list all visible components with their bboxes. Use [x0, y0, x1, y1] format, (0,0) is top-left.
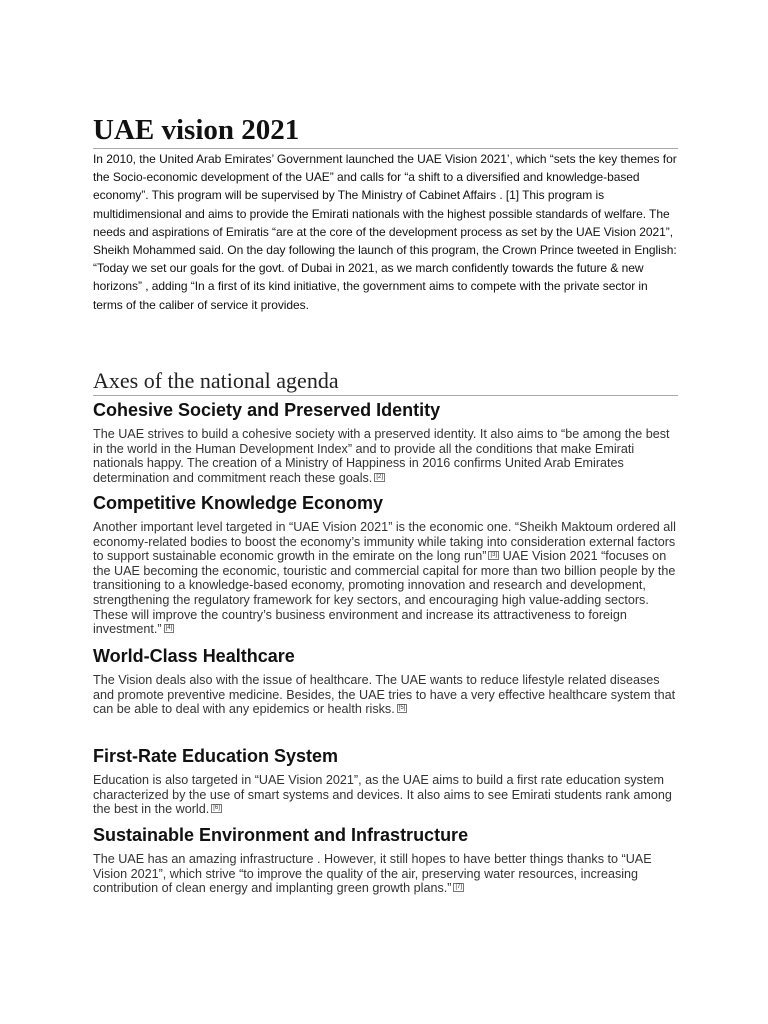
section-title: Sustainable Environment and Infrastructure	[93, 825, 469, 845]
section-cohesive-society	[93, 399, 679, 485]
section-title: Competitive Knowledge Economy	[93, 493, 384, 513]
body-text: Education is also targeted in “UAE Vision 2021”, as the UAE aims to build a first rate education system characterized by the use of smart systems and devices. It also aims to see Emirati students rank among the best in the world.	[93, 773, 672, 817]
section-education	[93, 745, 679, 817]
reference-link[interactable]: [3]	[490, 552, 498, 559]
section-heading-axes: Axes of the national agenda	[93, 367, 678, 396]
section-body	[93, 773, 679, 817]
section-healthcare	[93, 645, 679, 717]
reference-link[interactable]: [6]	[213, 805, 220, 812]
reference-link[interactable]: [5]	[398, 705, 406, 712]
section-body	[93, 673, 679, 717]
reference-link[interactable]: [7]	[455, 884, 463, 891]
section-body	[93, 852, 679, 896]
body-text: The Vision deals also with the issue of healthcare. The UAE wants to reduce lifestyle related diseases and promote preventive medicine. Besides, the UAE tries to have a very effective healthcare system that can be able to deal with any epidemics or health risks.	[93, 673, 676, 717]
section-title: Cohesive Society and Preserved Identity	[93, 400, 441, 420]
page-title: UAE vision 2021	[93, 113, 678, 149]
intro-paragraph: In 2010, the United Arab Emirates’ Government launched the UAE Vision 2021’, which “sets the key themes for the Socio-economic development of the UAE” and calls for “a shift to a diversified and knowledge-based economy”. This program will be supervised by The Ministry of Cabinet Affairs . [1] This program is multidimensional and aims to provide the Emirati nationals with the highest possible standards of welfare. The needs and aspirations of Emiratis “are at the core of the development process as set by the UAE Vision 2021”, Sheikh Mohammed said. On the day following the launch of this program, the Crown Prince tweeted in English: “Today we set our goals for the govt. of Dubai in 2021, as we march confidently towards the future & new horizons” , adding “In a first of its kind initiative, the government aims to compete with the private sector in terms of the caliber of service it provides.	[93, 152, 677, 312]
body-text: UAE Vision 2021 “focuses on the UAE becoming the economic, touristic and commercial capital for more than two billion people by the transitioning to a knowledge-based economy, promoting innovation and research and development, strengthening the regulatory framework for key sectors, and encouraging high value-adding sectors. These will improve the country’s business environment and increase its attractiveness to foreign investment.”	[93, 549, 676, 637]
body-text: Another important level targeted in “UAE Vision 2021” is the economic one. “Sheikh Maktoum ordered all economy-related bodies to boost the economy’s immunity while taking into consideration external factors to support sustainable economic growth in the emirate on the long run”	[93, 520, 676, 564]
section-body	[93, 520, 679, 637]
section-title: World-Class Healthcare	[93, 646, 295, 666]
reference-link[interactable]: [4]	[165, 625, 173, 632]
section-title: First-Rate Education System	[93, 746, 339, 766]
reference-link[interactable]: [2]	[376, 473, 383, 480]
section-environment	[93, 824, 679, 896]
section-body	[93, 427, 679, 485]
body-text: The UAE strives to build a cohesive society with a preserved identity. It also aims to “be among the best in the world in the Human Development Index” and to provide all the conditions that make Emirati nationals happy. The creation of a Ministry of Happiness in 2016 confirms United Arab Emirates determination and commitment reach these goals.	[93, 427, 670, 485]
section-knowledge-economy	[93, 492, 679, 637]
body-text: The UAE has an amazing infrastructure . However, it still hopes to have better things thanks to “UAE Vision 2021”, which strive “to improve the quality of the air, preserving water resources, increasing contribution of clean energy and implanting green growth plans.”	[93, 852, 652, 896]
